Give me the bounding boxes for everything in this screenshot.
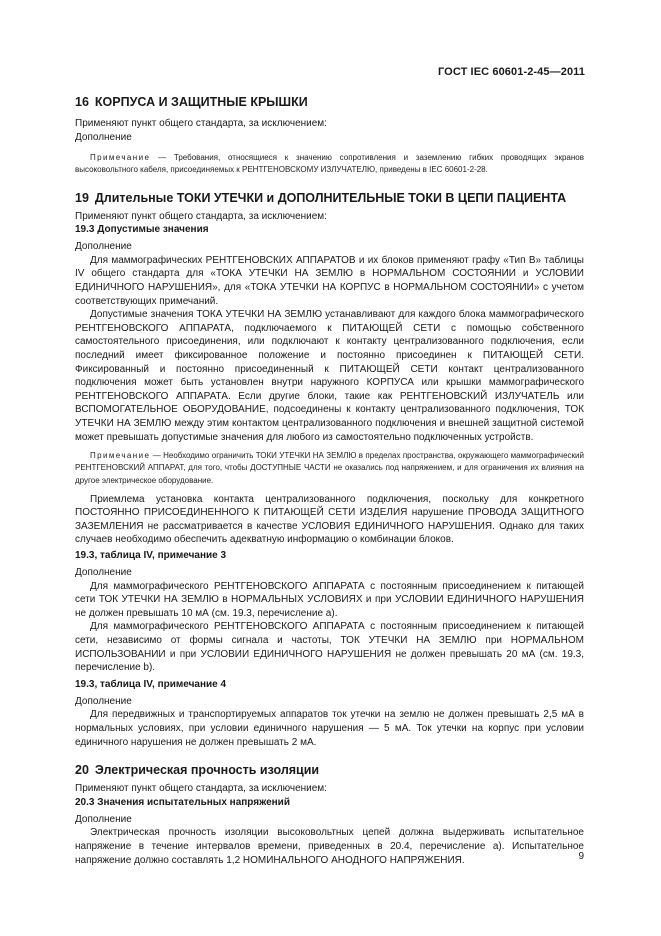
section-title: КОРПУСА И ЗАЩИТНЫЕ КРЫШКИ: [94, 95, 308, 109]
paragraph: Для маммографического РЕНТГЕНОВСКОГО АППАРАТА с постоянным присоединением к питающей сети, независимо от формы сигнала и частоты, ТОК УТЕЧКИ НА ЗЕМЛЮ при НОРМАЛЬНОМ ИСПОЛЬЗОВАНИИ и при УСЛОВИИ ЕДИНИЧНОГО НАРУШЕНИЯ не должен превышать 20 мА (см. 19.3, перечисление b).: [75, 621, 584, 674]
standard-header: ГОСТ IEC 60601-2-45—2011: [437, 66, 585, 78]
subsection-table-note-3-heading: 19.3, таблица IV, примечание 3: [75, 550, 227, 562]
paragraph: Допустимые значения ТОКА УТЕЧКИ НА ЗЕМЛЮ устанавливают для каждого блока маммографического РЕНТГЕНОВСКОГО АППАРАТА, подключаемого к ПИТАЮЩЕЙ СЕТИ с помощью собственного самостоятельного присоединения, или подключают к контакту централизованного подключения, если последний имеет фиксированное положение и постоянно присоединен к ПИТАЮЩЕЙ СЕТИ. Фиксированный и постоянно присоединенный к ПИТАЮЩЕЙ СЕТИ контакт централизованного подключения может быть установлен внутри наружного КОРПУСА или крышки маммографического РЕНТГЕНОВСКОГО АППАРАТА. Если другие блоки, такие как РЕНТГЕНОВСКИЙ ИЗЛУЧАТЕЛЬ или ВСПОМОГАТЕЛЬНОЕ ОБОРУДОВАНИЕ, подсоединены к контакту централизованного подключения, ТОК УТЕЧКИ НА ЗЕМЛЮ между этим контактом централизованного подключения и внешней защитной системой может превышать допустимые значения для любого из самостоятельно подключенных устройств.: [75, 309, 584, 443]
subsection-19-3-heading: 19.3 Допустимые значения: [75, 224, 209, 236]
section-number: 20: [75, 763, 89, 778]
paragraph: Приемлема установка контакта централизованного подключения, поскольку для конкретного ПОСТОЯННО ПРИСОЕДИНЕННОГО К ПИТАЮЩЕЙ СЕТИ ИЗДЕЛИЯ нарушение ПРОВОДА ЗАЩИТНОГО ЗАЗЕМЛЕНИЯ не рассматривается в качестве УСЛОВИЯ ЕДИНИЧНОГО НАРУШЕНИЯ. Однако для таких случаев необходимо обеспечить адекватную информацию о комбинации блоков.: [75, 493, 584, 546]
paragraph: Для передвижных и транспортируемых аппаратов ток утечки на землю не должен превышать 2,5 мА в нормальных условиях, при условии единичного нарушения — 5 мА. Ток утечки на корпус при условии единичного нарушения не должен превышать 2 мА.: [75, 709, 584, 748]
section-16-heading: [75, 94, 584, 110]
addition-label: Дополнение: [75, 695, 132, 707]
section-number: 16: [75, 95, 89, 109]
paragraph: Для маммографических РЕНТГЕНОВСКИХ АППАРАТОВ и их блоков применяют графу «Тип В» таблицы IV общего стандарта для «ТОКА УТЕЧКИ НА ЗЕМЛЮ в НОРМАЛЬНОМ СОСТОЯНИИ и УСЛОВИИ ЕДИНИЧНОГО НАРУШЕНИЯ», для «ТОКА УТЕЧКИ НА КОРПУС в НОРМАЛЬНОМ СОСТОЯНИИ» с учетом соответствующих примечаний.: [75, 254, 584, 307]
subsection-table-note-4-heading: 19.3, таблица IV, примечание 4: [75, 678, 227, 690]
paragraph: Электрическая прочность изоляции высоковольтных цепей должна выдерживать испытательное напряжение в течение интервалов времени, приведенных в 20.4, перечисление а). Испытательное напряжение должно составлять 1,2 НОМИНАЛЬНОГО АНОДНОГО НАПРЯЖЕНИЯ.: [75, 827, 584, 866]
page-number: 9: [578, 851, 584, 862]
addition-label: Дополнение: [75, 131, 132, 143]
note-19: [75, 450, 584, 487]
note-label: Примечание: [90, 153, 151, 163]
section-20-heading: [75, 762, 584, 778]
apply-text: Применяют пункт общего стандарта, за исключением:: [75, 118, 327, 129]
note-label: Примечание: [90, 451, 151, 461]
note-text: — Требования, относящиеся к значению сопротивления и заземлению гибких проводящих экранов высоковольтного кабеля, присоединяемых к РЕНТГЕНОВСКОМУ ИЗЛУЧАТЕЛЮ, приведены в IEC 60601-2-28.: [75, 153, 584, 175]
addition-label: Дополнение: [75, 241, 132, 253]
section-19-heading: [75, 190, 584, 206]
section-title: Длительные ТОКИ УТЕЧКИ и ДОПОЛНИТЕЛЬНЫЕ ТОКИ В ЦЕПИ ПАЦИЕНТА: [94, 190, 567, 205]
note-16: [75, 152, 584, 176]
addition-label: Дополнение: [75, 813, 132, 825]
note-text: — Необходимо ограничить ТОКИ УТЕЧКИ НА ЗЕМЛЮ в пределах пространства, окружающего маммографический РЕНТГЕНОВСКИЙ АППАРАТ, для того, чтобы ДОСТУПНЫЕ ЧАСТИ не оказались под напряжением, и для ограничения их влияния на другое электрическое оборудование.: [75, 451, 584, 485]
subsection-20-3-heading: 20.3 Значения испытательных напряжений: [75, 796, 290, 808]
apply-text: Применяют пункт общего стандарта, за исключением:: [75, 210, 327, 222]
paragraph: Для маммографического РЕНТГЕНОВСКОГО АППАРАТА с постоянным присоединением к питающей сети ТОК УТЕЧКИ НА ЗЕМЛЮ в НОРМАЛЬНЫХ УСЛОВИЯХ и при УСЛОВИИ ЕДИНИЧНОГО НАРУШЕНИЯ не должен превышать 10 мА (см. 19.3, перечисление а).: [75, 580, 584, 619]
section-number: 19: [75, 190, 89, 205]
apply-text: Применяют пункт общего стандарта, за исключением:: [75, 783, 327, 795]
section-title: Электрическая прочность изоляции: [94, 763, 320, 778]
page-content: [75, 94, 584, 867]
addition-label: Дополнение: [75, 567, 132, 579]
